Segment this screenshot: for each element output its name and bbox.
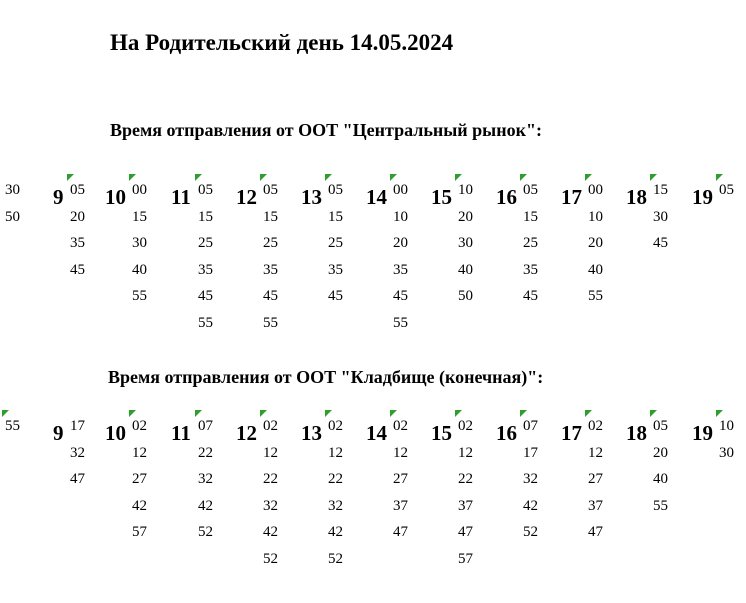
minute-value: 02	[263, 418, 278, 434]
minute-value: 52	[328, 550, 343, 567]
minute-value: 12	[132, 444, 147, 461]
minute-value: 47	[588, 524, 603, 540]
minute-value: 50	[458, 288, 473, 304]
minute-value: 42	[328, 524, 343, 540]
minute-value: 52	[263, 550, 278, 567]
minute-value: 40	[132, 261, 147, 278]
minute-value: 47	[70, 471, 85, 487]
hour-label: 16	[496, 185, 517, 209]
minute-value: 12	[328, 444, 343, 461]
minutes-list	[198, 177, 213, 336]
minute-value: 10	[458, 182, 473, 198]
minute-value: 32	[328, 497, 343, 514]
minute-value: 55	[653, 497, 668, 514]
minutes-list	[588, 413, 603, 546]
minute-value: 02	[458, 418, 473, 434]
minutes-list	[653, 177, 668, 257]
minute-value: 30	[132, 235, 147, 251]
minute-value: 55	[393, 314, 408, 331]
minute-value: 17	[523, 444, 538, 461]
minute-value: 42	[198, 497, 213, 514]
minutes-list	[263, 413, 278, 572]
minutes-list	[198, 413, 213, 546]
minute-value: 27	[393, 471, 408, 487]
minute-value: 05	[198, 182, 213, 198]
minute-value: 50	[5, 208, 20, 225]
minute-value: 30	[458, 235, 473, 251]
minute-value: 25	[328, 235, 343, 251]
minutes-list	[5, 177, 20, 230]
minute-value: 02	[393, 418, 408, 434]
minute-value: 17	[70, 418, 85, 434]
minute-value: 07	[198, 418, 213, 434]
minutes-list	[523, 177, 538, 310]
minute-value: 45	[393, 288, 408, 304]
minute-value: 25	[523, 235, 538, 251]
minute-value: 05	[70, 182, 85, 198]
minute-value: 37	[393, 497, 408, 514]
minute-value: 45	[653, 235, 668, 251]
minute-value: 45	[523, 288, 538, 304]
hour-label: 9	[53, 185, 64, 209]
minute-value: 15	[523, 208, 538, 225]
hour-label: 16	[496, 421, 517, 445]
minute-value: 10	[588, 208, 603, 225]
minute-value: 52	[523, 524, 538, 540]
minute-value: 35	[70, 235, 85, 251]
minute-value: 37	[588, 497, 603, 514]
minute-value: 20	[588, 235, 603, 251]
minutes-list	[328, 177, 343, 310]
minute-value: 02	[328, 418, 343, 434]
minute-value: 42	[263, 524, 278, 540]
minutes-list	[393, 177, 408, 336]
hour-label: 15	[431, 421, 452, 445]
minute-value: 57	[132, 524, 147, 540]
minute-value: 35	[523, 261, 538, 278]
minute-value: 00	[393, 182, 408, 198]
minute-value: 15	[198, 208, 213, 225]
minute-value: 45	[263, 288, 278, 304]
minute-value: 05	[719, 182, 734, 198]
minute-value: 35	[393, 261, 408, 278]
hour-label: 14	[366, 421, 387, 445]
hour-label: 11	[171, 421, 191, 445]
minutes-list	[5, 413, 20, 440]
minute-value: 40	[653, 471, 668, 487]
minute-value: 25	[263, 235, 278, 251]
minutes-list	[132, 177, 147, 310]
minute-value: 27	[132, 471, 147, 487]
minute-value: 32	[523, 471, 538, 487]
minutes-list	[328, 413, 343, 572]
minute-value: 55	[588, 288, 603, 304]
minute-value: 07	[523, 418, 538, 434]
hour-label: 17	[561, 185, 582, 209]
minute-value: 05	[523, 182, 538, 198]
hour-label: 11	[171, 185, 191, 209]
minute-value: 12	[458, 444, 473, 461]
minute-value: 30	[719, 444, 734, 461]
hour-label: 17	[561, 421, 582, 445]
minute-value: 22	[328, 471, 343, 487]
minute-value: 32	[263, 497, 278, 514]
minute-value: 20	[458, 208, 473, 225]
minute-value: 20	[653, 444, 668, 461]
minute-value: 22	[198, 444, 213, 461]
minute-value: 30	[653, 208, 668, 225]
schedule-central-market	[0, 177, 746, 367]
minute-value: 47	[458, 524, 473, 540]
hour-label: 19	[692, 421, 713, 445]
schedule-cemetery	[0, 413, 746, 603]
minute-value: 15	[328, 208, 343, 225]
hour-label: 13	[301, 421, 322, 445]
minute-value: 57	[458, 550, 473, 567]
minutes-list	[70, 413, 85, 493]
minute-value: 55	[198, 314, 213, 331]
minute-value: 55	[5, 418, 20, 434]
hour-label: 14	[366, 185, 387, 209]
minute-value: 22	[458, 471, 473, 487]
minute-value: 55	[132, 288, 147, 304]
minute-value: 25	[198, 235, 213, 251]
minutes-list	[458, 177, 473, 310]
minute-value: 10	[393, 208, 408, 225]
hour-label: 18	[626, 185, 647, 209]
minutes-list	[70, 177, 85, 283]
minute-value: 42	[523, 497, 538, 514]
section-title-cemetery: Время отправления от ООТ "Кладбище (конечная)":	[108, 367, 544, 387]
minute-value: 02	[132, 418, 147, 434]
minute-value: 12	[393, 444, 408, 461]
minute-value: 10	[719, 418, 734, 434]
minutes-list	[588, 177, 603, 310]
minute-value: 15	[653, 182, 668, 198]
minutes-list	[719, 177, 734, 204]
minute-value: 45	[70, 261, 85, 278]
minute-value: 22	[263, 471, 278, 487]
minute-value: 00	[588, 182, 603, 198]
minute-value: 05	[653, 418, 668, 434]
minutes-list	[393, 413, 408, 546]
minutes-list	[719, 413, 734, 466]
minute-value: 00	[132, 182, 147, 198]
minute-value: 32	[70, 444, 85, 461]
minute-value: 30	[5, 182, 20, 198]
hour-label: 12	[236, 421, 257, 445]
minute-value: 40	[458, 261, 473, 278]
minute-value: 52	[198, 524, 213, 540]
minute-value: 42	[132, 497, 147, 514]
minutes-list	[458, 413, 473, 572]
minute-value: 35	[328, 261, 343, 278]
minute-value: 47	[393, 524, 408, 540]
hour-label: 18	[626, 421, 647, 445]
minute-value: 35	[198, 261, 213, 278]
minute-value: 20	[70, 208, 85, 225]
minute-value: 05	[328, 182, 343, 198]
hour-label: 13	[301, 185, 322, 209]
hour-label: 9	[53, 421, 64, 445]
minute-value: 32	[198, 471, 213, 487]
section-title-central-market: Время отправления от ООТ "Центральный рынок":	[110, 120, 542, 140]
minutes-list	[653, 413, 668, 519]
minute-value: 12	[588, 444, 603, 461]
page-title: На Родительский день 14.05.2024	[110, 30, 454, 55]
minute-value: 12	[263, 444, 278, 461]
minute-value: 02	[588, 418, 603, 434]
hour-label: 10	[105, 185, 126, 209]
minute-value: 40	[588, 261, 603, 278]
minute-value: 45	[328, 288, 343, 304]
minute-value: 20	[393, 235, 408, 251]
hour-label: 12	[236, 185, 257, 209]
minutes-list	[132, 413, 147, 546]
minutes-list	[263, 177, 278, 336]
minutes-list	[523, 413, 538, 546]
hour-label: 15	[431, 185, 452, 209]
hour-label: 10	[105, 421, 126, 445]
minute-value: 15	[132, 208, 147, 225]
minute-value: 35	[263, 261, 278, 278]
minute-value: 05	[263, 182, 278, 198]
minute-value: 15	[263, 208, 278, 225]
hour-label: 19	[692, 185, 713, 209]
minute-value: 45	[198, 288, 213, 304]
minute-value: 27	[588, 471, 603, 487]
minute-value: 37	[458, 497, 473, 514]
minute-value: 55	[263, 314, 278, 331]
